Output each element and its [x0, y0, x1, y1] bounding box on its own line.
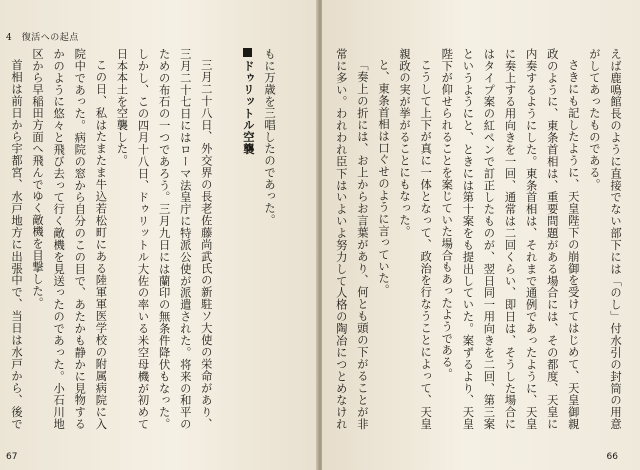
left-paragraph: この日、私はたまたま牛込若松町にある陸軍軍医学校の附属病院に入院中であった。病院の窓から自分のこの目で、あたかも静かに見物するかのように悠々と飛び去って行く敵機を見送ったのであった。小石川地区から早稲田方面へ飛んでゆく敵機を目撃した。 [31, 48, 108, 430]
right-paragraph: こうして上下が真に一体となって、政治を行なうことによって、天皇親政の実が挙がることにもなった。 [398, 48, 433, 430]
right-paragraph: さきにも記したように、天皇陛下の崩御を受けてはじめて、天皇御親政のように、東条首相は、重要問題がある場合には、その都度、天皇に内奏するようにした。東条首相は、それまで通例であったように、天皇に奏上する用向きを一回、通常は二回くらい、即日は、そうした場合にはタイプ案の紅ペンで訂正したものが、翌日同一用向きを二回、第三案というようにと、ときには第十案をも提出していた。案ずるより、天皇陛下が仰せられることを案じていた場合もあったようである。 [440, 48, 580, 430]
page-number-left: 67 [6, 452, 18, 462]
right-paragraph: 「奏上の折には、お上からお言葉があり、何とも頭の下がることが非常に多い。われわれ臣下はいよいよ努力して人格の陶冶につとめなけれ [334, 48, 369, 430]
left-paragraph: 三月二十八日、外交界の長老佐藤尚武氏の新駐ソ大使の栄命があり、三月二十七日にはローマ法皇庁に特派公使が派遣された。将来の和平のための布石の一つであろう。三月九日には蘭印の無条件降伏もなった。しかし、この四月十八日、ドゥリットル大佐の率いる米空母機が初めて日本本土を空襲した。 [115, 48, 213, 430]
left-paragraph: 首相は前日から宇都宮、水戸地方に出張中で、当日は水戸から、後で [9, 59, 23, 430]
left-page-body [6, 48, 280, 430]
right-paragraph: と、東条首相は口ぐせのように言っていた。 [376, 59, 390, 297]
section-marker-icon [243, 48, 252, 57]
running-head: 4 復活への起点 [6, 33, 79, 43]
left-page-intro: もに万歳を三唱したのであった。 [263, 48, 276, 226]
section-title: ドゥリットル空襲 [241, 60, 255, 155]
section-heading [238, 48, 259, 430]
left-page [0, 0, 318, 470]
right-page [322, 0, 640, 470]
right-paragraph: えば鹿鳴館長のように直接でない部下には「のし」付水引の封筒の用意がしてあったものである。 [587, 48, 622, 430]
right-page-body [326, 48, 626, 430]
page-number-right: 66 [606, 452, 618, 462]
